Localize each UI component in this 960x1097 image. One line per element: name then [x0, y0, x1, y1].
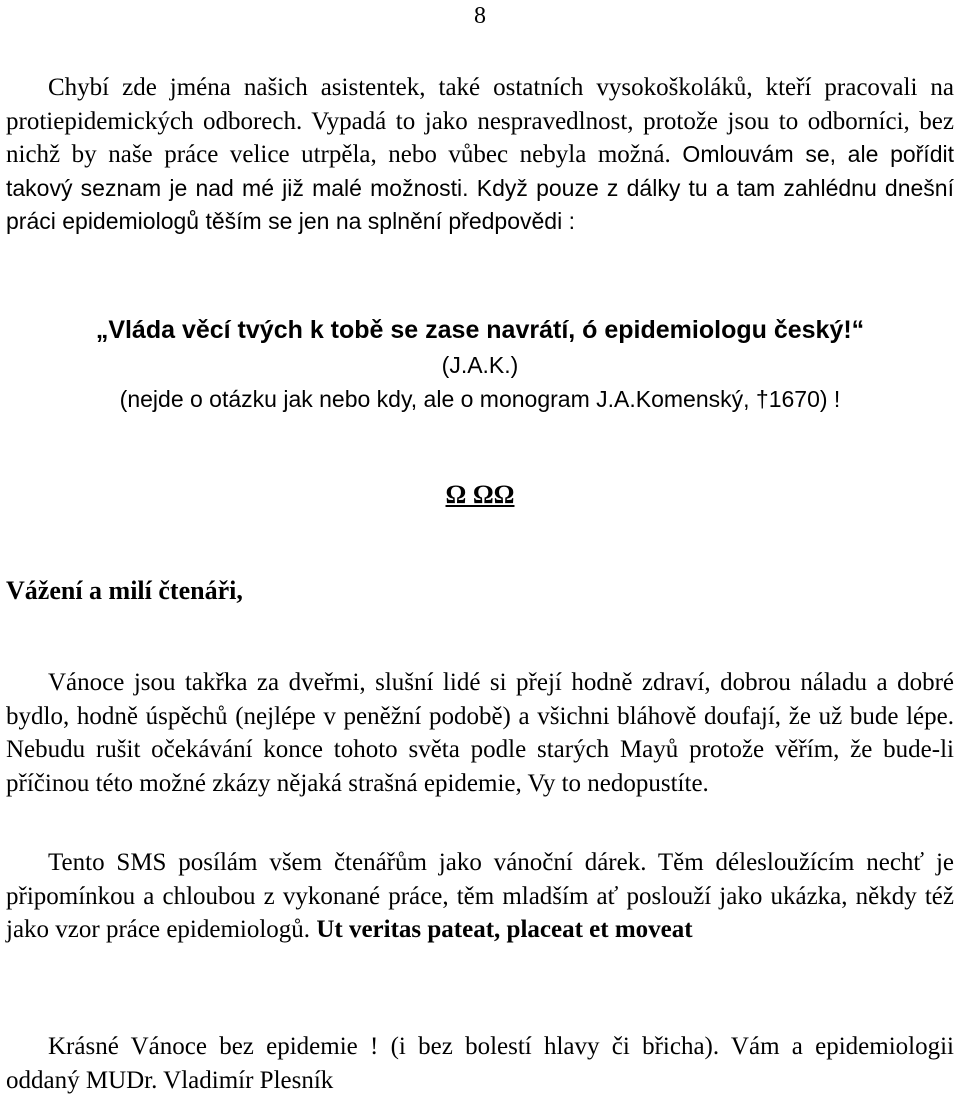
intro-apology-text: Omlouvám se, ale pořídit takový seznam je nad mé již malé možnosti.	[6, 141, 954, 201]
quote-text: „Vláda věcí tvých k tobě se zase navrátí, ó epidemiologu český!“	[95, 316, 865, 344]
komensky-quote	[0, 312, 960, 416]
salutation: Vážení a milí čtenáři,	[6, 576, 243, 605]
quote-author: (J.A.K.)	[441, 352, 519, 378]
section-separator: Ω ΩΩ	[445, 480, 515, 509]
intro-text: Chybí zde jména našich asistentek, také ostatních vysokoškoláků, kteří pracovali na protiepidemických odborech. Vypadá to jako nespravedlnost, protože jsou to odborníci, bez nichž by naše práce velice utrpěla, nebo vůbec nebyla možná.	[6, 74, 954, 169]
latin-motto: Ut veritas pateat, placeat et moveat	[316, 916, 693, 944]
sms-paragraph	[6, 846, 954, 947]
page-number: 8	[474, 3, 486, 29]
quote-note: (nejde o otázku jak nebo kdy, ale o monogram J.A.Komenský, †1670) !	[119, 386, 841, 412]
intro-paragraph	[6, 71, 954, 239]
intro-prediction-text: Když pouze z dálky tu a tam zahlédnu dnešní práci epidemiologů těším se jen na splnění předpovědi :	[6, 174, 954, 235]
christmas-paragraph: Vánoce jsou takřka za dveřmi, slušní lidé si přejí hodně zdraví, dobrou náladu a dobré bydlo, hodně úspěchů (nejlépe v peněžní podobě) a všichni bláhově doufají, že už bude lépe. Nebudu rušit očekávání konce tohoto světa podle starých Mayů protože věřím, že bude-li příčinou této možné zkázy nějaká strašná epidemie, Vy to nedopustíte.	[6, 669, 954, 797]
closing-paragraph: Krásné Vánoce bez epidemie ! (i bez bolestí hlavy či břicha). Vám a epidemiologii oddaný MUDr. Vladimír Plesník	[6, 1033, 954, 1094]
sms-text: Tento SMS posílám všem čtenářům jako vánoční dárek. Těm délesloužícím nechť je připomínkou a chloubou z vykonané práce, těm mladším ať poslouží jako ukázka, někdy též jako vzor práce epidemiologů.	[6, 849, 954, 944]
